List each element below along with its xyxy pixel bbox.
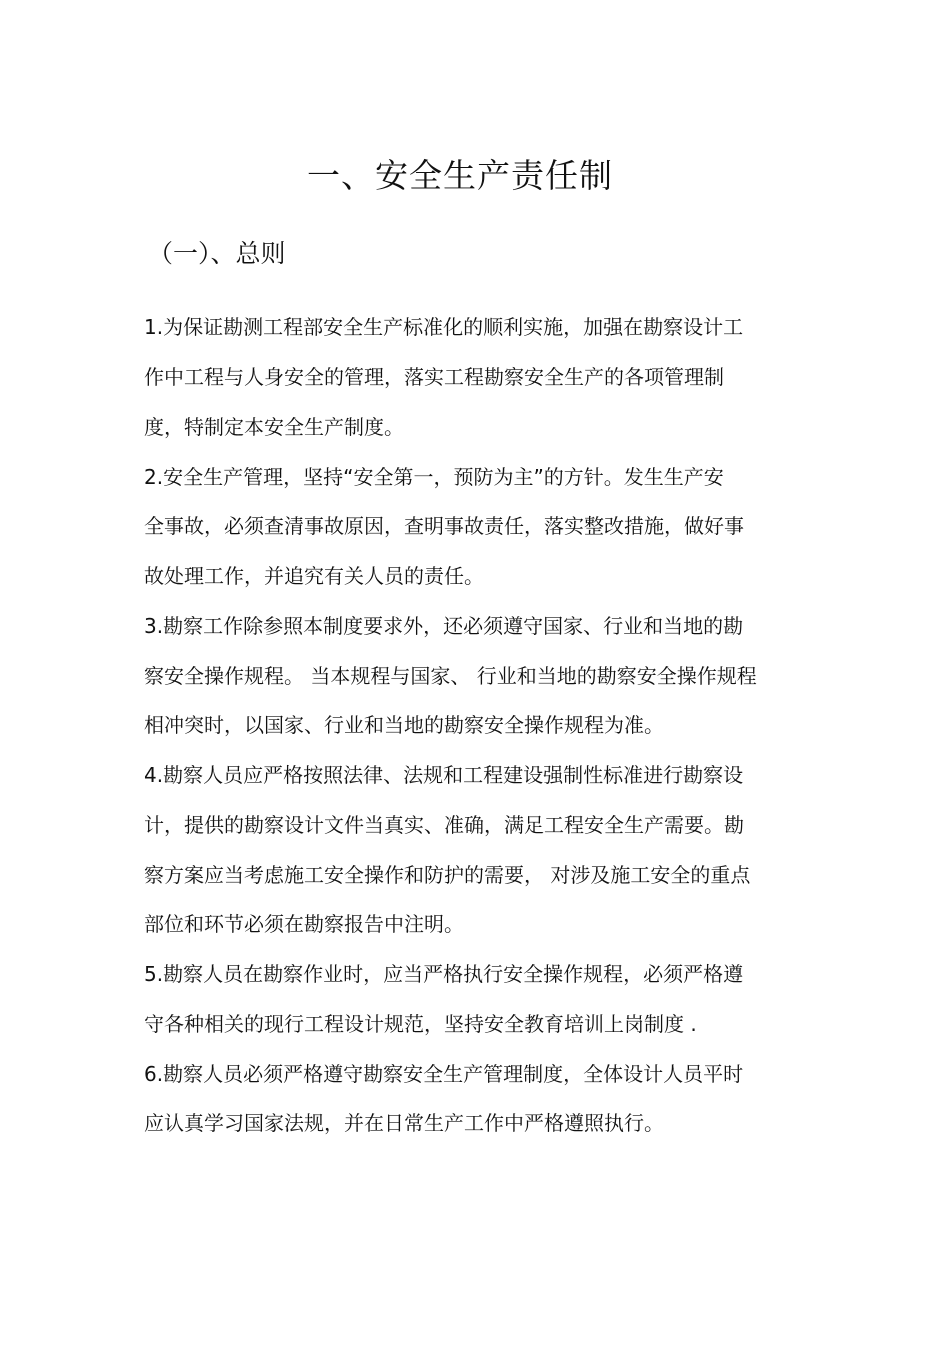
body-line: 察方案应当考虑施工安全操作和防护的需要， 对涉及施工安全的重点 <box>144 863 751 887</box>
body-line: 察安全操作规程。 当本规程与国家、 行业和当地的勘察安全操作规程 <box>144 664 757 688</box>
body-line: 计，提供的勘察设计文件当真实、准确，满足工程安全生产需要。勘 <box>144 813 744 837</box>
body-line: 相冲突时，以国家、行业和当地的勘察安全操作规程为准。 <box>144 713 664 737</box>
body-line: 部位和环节必须在勘察报告中注明。 <box>144 912 464 936</box>
body-line: 1.为保证勘测工程部安全生产标准化的顺利实施，加强在勘察设计工 <box>144 315 744 339</box>
body-line: 3.勘察工作除参照本制度要求外，还必须遵守国家、行业和当地的勘 <box>144 614 744 638</box>
section-heading: （一）、总则 <box>148 239 286 268</box>
body-line: 6.勘察人员必须严格遵守勘察安全生产管理制度，全体设计人员平时 <box>144 1062 744 1086</box>
body-line: 2.安全生产管理，坚持“安全第一，预防为主”的方针。发生生产安 <box>144 465 724 489</box>
body-line: 守各种相关的现行工程设计规范，坚持安全教育培训上岗制度 . <box>144 1012 697 1036</box>
body-line: 度，特制定本安全生产制度。 <box>144 415 404 439</box>
body-line: 5.勘察人员在勘察作业时，应当严格执行安全操作规程，必须严格遵 <box>144 962 744 986</box>
body-line: 全事故，必须查清事故原因，查明事故责任，落实整改措施，做好事 <box>144 514 744 538</box>
body-line: 4.勘察人员应严格按照法律、法规和工程建设强制性标准进行勘察设 <box>144 763 744 787</box>
page-title: 一、安全生产责任制 <box>307 156 613 195</box>
body-line: 作中工程与人身安全的管理，落实工程勘察安全生产的各项管理制 <box>144 365 724 389</box>
body-line: 故处理工作，并追究有关人员的责任。 <box>144 564 484 588</box>
body-line: 应认真学习国家法规，并在日常生产工作中严格遵照执行。 <box>144 1111 664 1135</box>
